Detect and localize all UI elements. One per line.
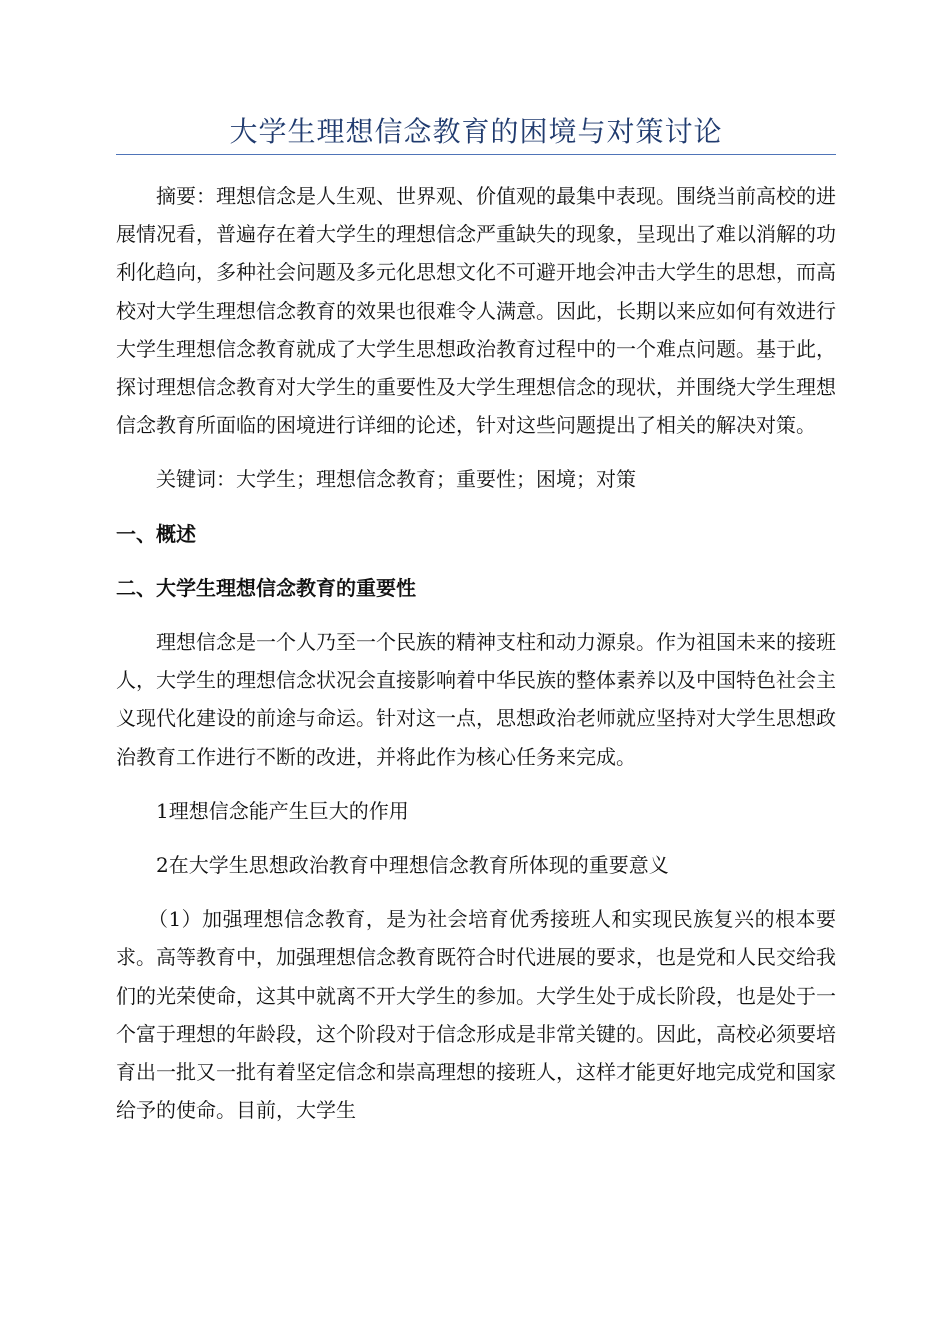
document-title: 大学生理想信念教育的困境与对策讨论 xyxy=(229,115,723,148)
section-2-paragraph: 理想信念是一个人乃至一个民族的精神支柱和动力源泉。作为祖国未来的接班人，大学生的理想信念状况会直接影响着中华民族的整体素养以及中国特色社会主义现代化建设的前途与命运。针对这一点，思想政治老师就应坚持对大学生思想政治教育工作进行不断的改进，并将此作为核心任务来完成。 xyxy=(116,630,836,769)
section-1-heading: 一、概述 xyxy=(116,521,196,546)
title-underline xyxy=(116,154,836,155)
section-2-heading: 二、大学生理想信念教育的重要性 xyxy=(116,575,416,600)
abstract-paragraph: 摘要：理想信念是人生观、世界观、价值观的最集中表现。围绕当前高校的进展情况看，普遍存在着大学生的理想信念严重缺失的现象，呈现出了难以消解的功利化趋向，多种社会问题及多元化思想文化不可避开地会冲击大学生的思想，而高校对大学生理想信念教育的效果也很难令人满意。因此，长期以来应如何有效进行大学生理想信念教育就成了大学生思想政治教育过程中的一个难点问题。基于此，探讨理想信念教育对大学生的重要性及大学生理想信念的现状，并围绕大学生理想信念教育所面临的困境进行详细的论述，针对这些问题提出了相关的解决对策。 xyxy=(116,184,836,438)
subheading-1: 1理想信念能产生巨大的作用 xyxy=(156,798,409,823)
subheading-2: 2在大学生思想政治教育中理想信念教育所体现的重要意义 xyxy=(156,853,669,878)
keywords-paragraph: 关键词：大学生；理想信念教育；重要性；困境；对策 xyxy=(156,467,636,492)
document-body xyxy=(116,177,836,1145)
point-1-paragraph: （1）加强理想信念教育，是为社会培育优秀接班人和实现民族复兴的根本要求。高等教育中，加强理想信念教育既符合时代进展的要求，也是党和人民交给我们的光荣使命，这其中就离不开大学生的参加。大学生处于成长阶段，也是处于一个富于理想的年龄段，这个阶段对于信念形成是非常关键的。因此，高校必须要培育出一批又一批有着坚定信念和崇高理想的接班人，这样才能更好地完成党和国家给予的使命。目前，大学生 xyxy=(116,907,836,1123)
